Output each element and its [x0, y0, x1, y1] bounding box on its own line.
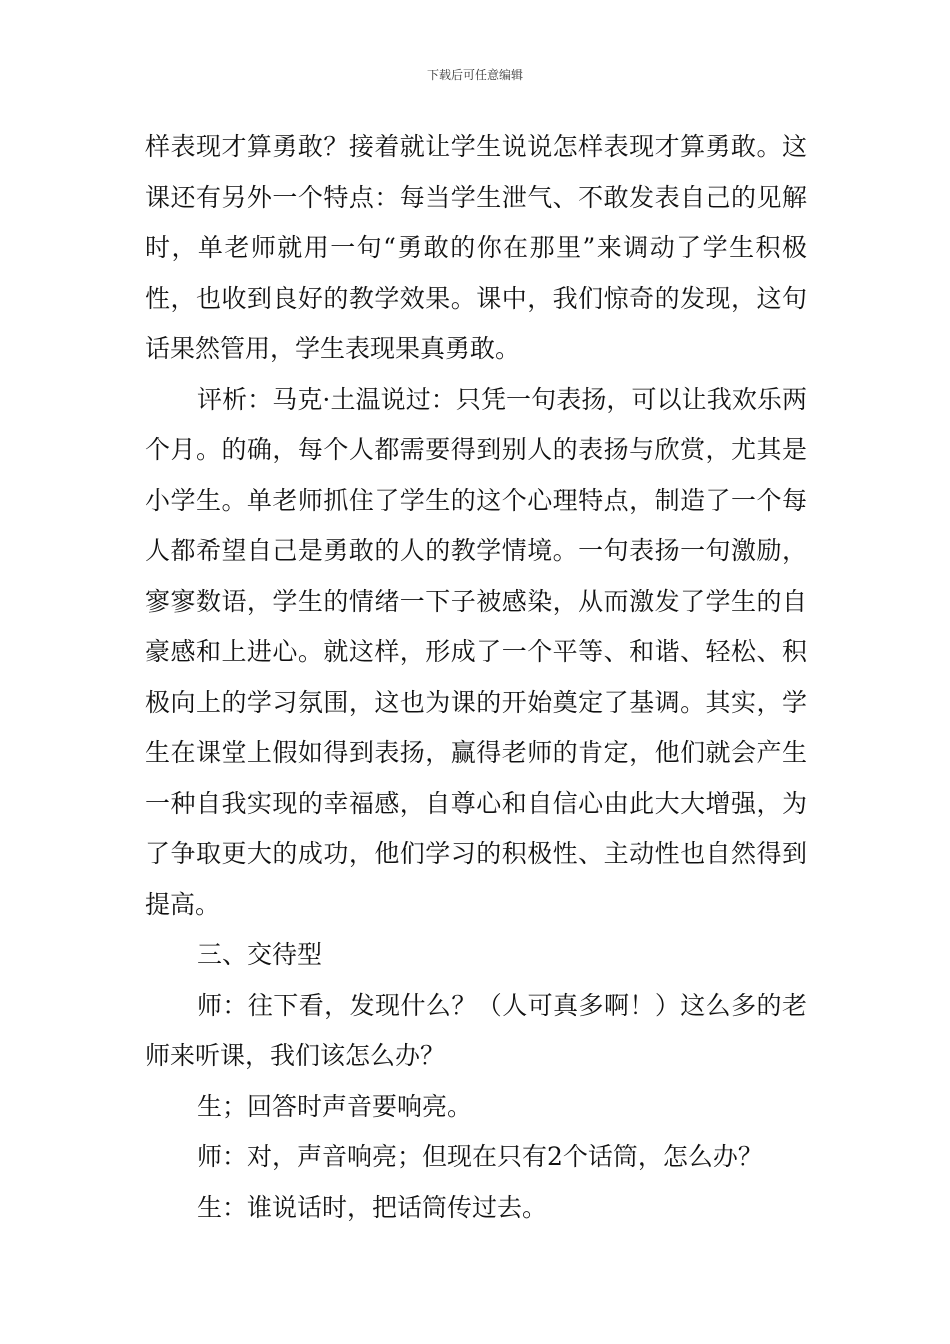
paragraph-continuation: 样表现才算勇敢？接着就让学生说说怎样表现才算勇敢。这课还有另外一个特点：每当学生泄气、不敢发表自己的见解时，单老师就用一句“勇敢的你在那里”来调动了学生积极性，也收到良好的教学效果。课中，我们惊奇的发现，这句话果然管用，学生表现果真勇敢。: [145, 132, 807, 363]
paragraph-dialogue: 师：对，声音响亮；但现在只有2个话筒，怎么办？: [197, 1142, 763, 1171]
document-body: [145, 122, 807, 1233]
paragraph-dialogue: 生：谁说话时，把话筒传过去。: [197, 1192, 548, 1222]
paragraph-dialogue: 生；回答时声音要响亮。: [197, 1091, 473, 1121]
paragraph-analysis: 评析：马克·土温说过：只凭一句表扬，可以让我欢乐两个月。的确，每个人都需要得到别人的表扬与欣赏，尤其是小学生。单老师抓住了学生的这个心理特点，制造了一个每人都希望自己是勇敢的人的教学情境。一句表扬一句激励，寥寥数语，学生的情绪一下子被感染，从而激发了学生的自豪感和上进心。就这样，形成了一个平等、和谐、轻松、积极向上的学习氛围，这也为课的开始奠定了基调。其实，学生在课堂上假如得到表扬，赢得老师的肯定，他们就会产生一种自我实现的幸福感，自尊心和自信心由此大大增强，为了争取更大的成功，他们学习的积极性、主动性也自然得到提高。: [145, 384, 807, 919]
section-heading: 三、交待型: [197, 940, 323, 969]
page-header: 下载后可任意编辑: [426, 68, 523, 82]
paragraph-dialogue: 师：往下看，发现什么？（人可真多啊！）这么多的老师来听课，我们该怎么办？: [145, 990, 807, 1070]
